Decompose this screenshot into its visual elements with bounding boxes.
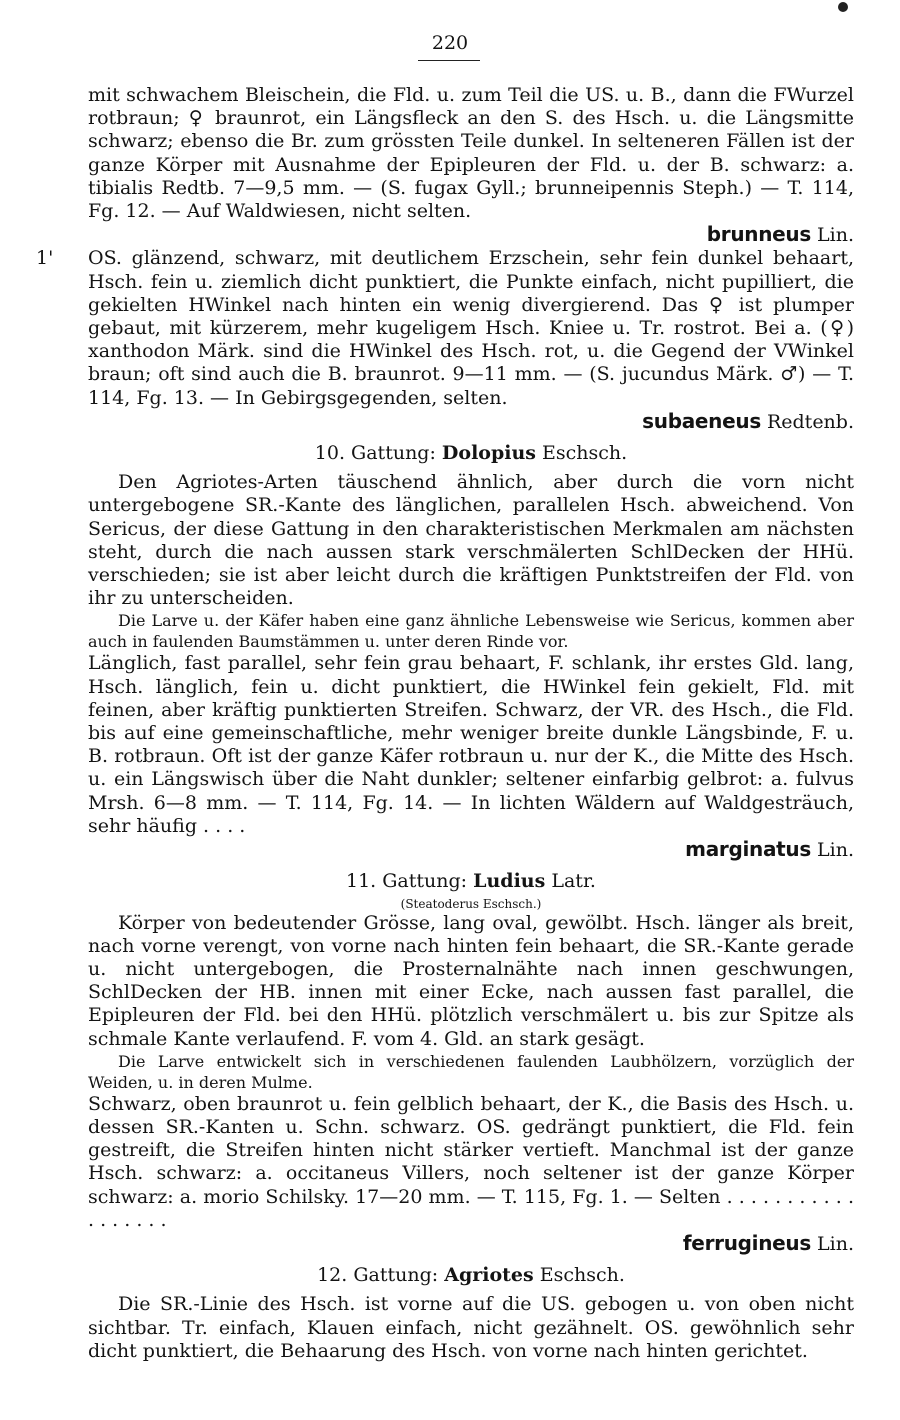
species-author: Lin. xyxy=(817,224,854,247)
genus-heading-ludius: 11. Gattung: Ludius Latr. xyxy=(346,870,596,893)
page-body xyxy=(36,84,854,1363)
genus-description: Körper von bedeutender Grösse, lang oval, gewölbt. Hsch. länger als breit, nach vorne verengt, von vorne nach hinten fein behaart, die SR.-Kante gerade u. nicht untergebogen, die Prosternalnähte nach innen geschwungen, SchlDecken der HB. innen mit einer Ecke, nach aussen fast parallel, die Epipleuren der Fld. bei den HHü. plötzlich verschmälert u. bis zur Spitze als schmale Kante verlaufend. F. vom 4. Gld. an stark gesägt. xyxy=(88,911,854,1050)
species-description: Schwarz, oben braunrot u. fein gelblich behaart, der K., die Basis des Hsch. u. dessen SR.-Kanten u. Schn. schwarz. OS. gedrängt punktiert, die Fld. fein gestreift, die Streifen hinten nicht stärker vertieft. Manchmal ist der ganze Hsch. schwarz: a. occitaneus Villers, noch seltener ist der ganze Körper schwarz: a. morio Schilsky. 17—20 mm. — T. 115, Fg. 1. — Selten . . . . . . . . . . . . . . . . . . xyxy=(88,1092,854,1231)
species-name: marginatus xyxy=(685,837,811,862)
species-author: Lin. xyxy=(817,839,854,862)
genus-description: Den Agriotes-Arten täuschend ähnlich, aber durch die vorn nicht untergebogene SR.-Kante des länglichen, parallelen Hsch. abweichend. Von Sericus, der diese Gattung in den charakteristischen Merkmalen am nächsten steht, durch die nach aussen stark verschmälerten SchlDecken der HHü. verschieden; sie ist aber leicht durch die kräftigen Punktstreifen der Fld. von ihr zu unterscheiden. xyxy=(88,471,854,610)
species-brunneus xyxy=(88,223,854,247)
species-author: Lin. xyxy=(817,1232,854,1255)
species-description: Länglich, fast parallel, sehr fein grau behaart, F. schlank, ihr erstes Gld. lang, Hsch. länglich, fein u. dicht punktiert, die HWinkel fein gekielt, Fld. mit feinen, aber kräftig punktierten Streifen. Schwarz, der VR. des Hsch., die Fld. bis auf eine gemeinschaftliche, mehr weniger breite dunkle Längsbinde, F. u. B. rotbraun. Oft ist der ganze Käfer rotbraun u. nur der K., die Mitte des Hsch. u. ein Längswisch über die Naht dunkler; seltener einfarbig gelbrot: a. fulvus Mrsh. 6—8 mm. — T. 114, Fg. 14. — In lichten Wäldern auf Waldgesträuch, sehr häufig . . . . xyxy=(88,652,854,837)
larva-note: Die Larve u. der Käfer haben eine ganz ähnliche Lebensweise wie Sericus, kommen aber auch in faulenden Baumstämmen u. unter deren Rinde vor. xyxy=(88,611,854,652)
species-subaeneus xyxy=(88,410,854,434)
couplet-text: OS. glänzend, schwarz, mit deutlichem Erzschein, sehr fein dunkel behaart, Hsch. fein u. ziemlich dicht punktiert, die Punkte einfach, nicht pupilliert, die gekielten HWinkel nach hinten ein wenig divergierend. Das ♀ ist plumper gebaut, mit kürzerem, mehr kugeligem Hsch. Kniee u. Tr. rostrot. Bei a. (♀) xanthodon Märk. sind die HWinkel des Hsch. rot, u. die Gegend der VWinkel braun; oft sind auch die B. braunrot. 9—11 mm. — (S. jucundus Märk. ♂) — T. 114, Fg. 13. — In Gebirgsgegenden, selten. xyxy=(88,247,854,409)
genus-heading-agriotes: 12. Gattung: Agriotes Eschsch. xyxy=(317,1264,625,1287)
larva-note: Die Larve entwickelt sich in verschiedenen faulenden Laubhölzern, vorzüglich der Weiden, u. in deren Mulme. xyxy=(88,1051,854,1092)
species-name: subaeneus xyxy=(642,408,761,433)
page-number: 220 xyxy=(431,32,469,54)
species-ferrugineus xyxy=(88,1232,854,1256)
couplet-number: 1' xyxy=(36,247,54,270)
genus-description: Die SR.-Linie des Hsch. ist vorne auf die US. gebogen u. von oben nicht sichtbar. Tr. einfach, Klauen einfach, nicht gezähnelt. OS. gewöhnlich sehr dicht punktiert, die Behaarung des Hsch. von vorne nach hinten gerichtet. xyxy=(88,1293,854,1362)
couplet-1-prime xyxy=(36,247,854,409)
couplet-1-continuation: mit schwachem Bleischein, die Fld. u. zum Teil die US. u. B., dann die FWurzel rotbraun; ♀ braunrot, ein Längsfleck an den S. des Hsch. u. die Längsmitte schwarz; ebenso die Br. zum grössten Teile dunkel. In selteneren Fällen ist der ganze Körper mit Ausnahme der Epipleuren der Fld. u. der B. schwarz: a. tibialis Redtb. 7—9,5 mm. — (S. fugax Gyll.; brunneipennis Steph.) — T. 114, Fg. 12. — Auf Waldwiesen, nicht selten. xyxy=(88,84,854,223)
genus-heading-dolopius: 10. Gattung: Dolopius Eschsch. xyxy=(314,442,628,465)
page-number-rule xyxy=(418,60,480,61)
ink-dot xyxy=(838,2,848,12)
species-name: ferrugineus xyxy=(682,1230,811,1255)
species-name: brunneus xyxy=(706,222,811,247)
genus-synonym: (Steatoderus Eschsch.) xyxy=(400,896,542,911)
species-marginatus xyxy=(88,838,854,862)
species-author: Redtenb. xyxy=(766,410,854,433)
